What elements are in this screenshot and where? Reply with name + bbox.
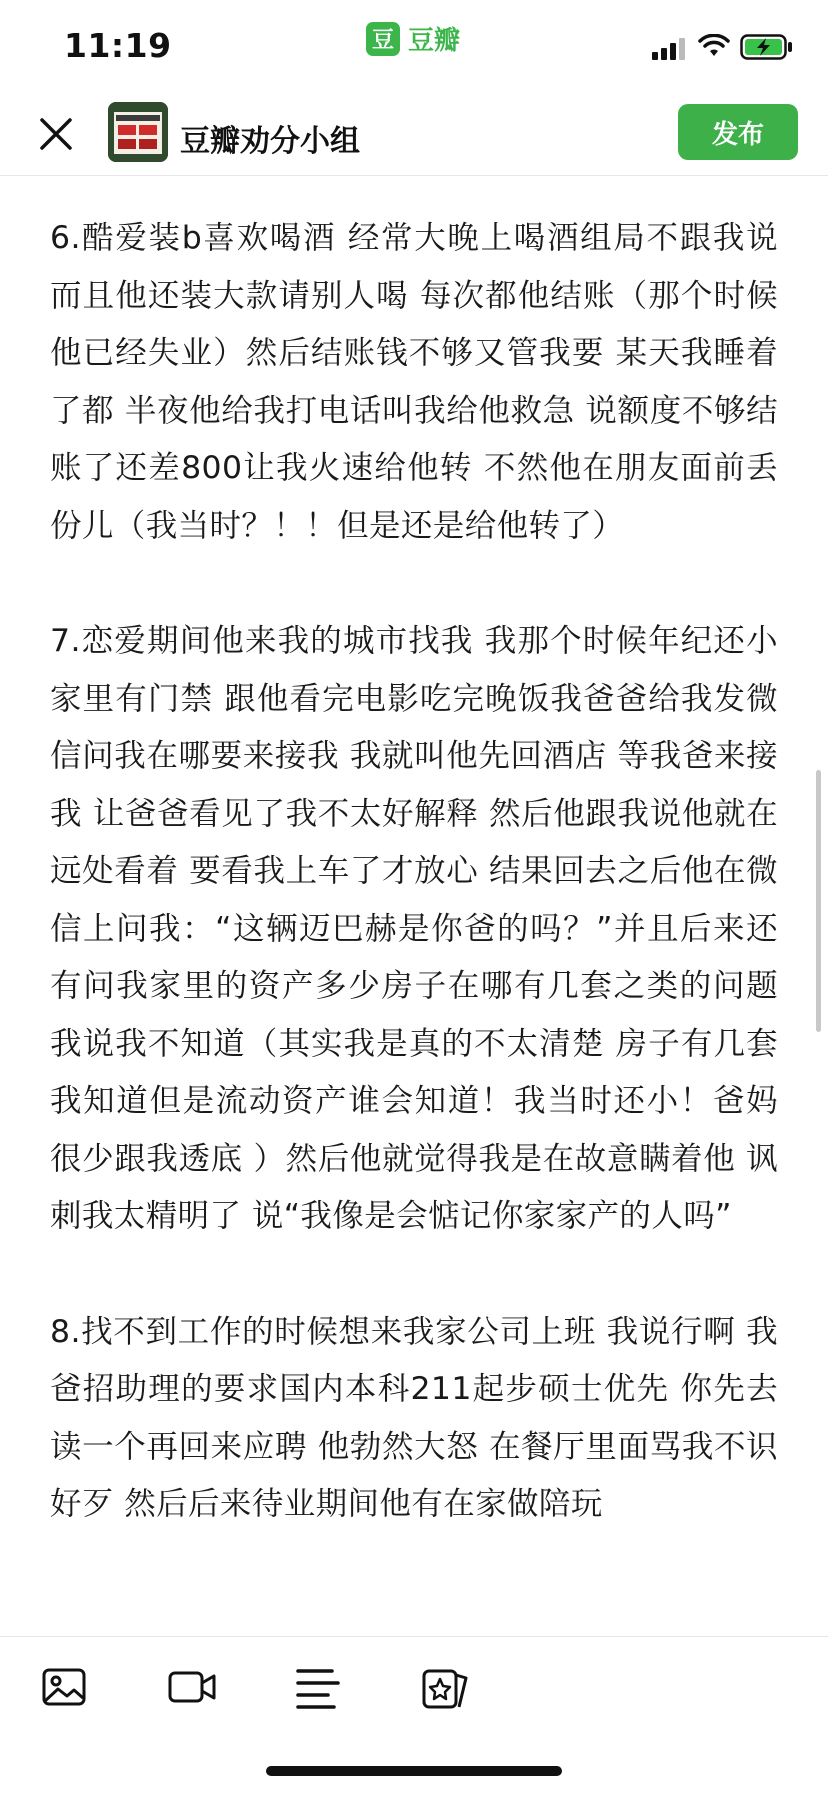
paragraph-8[interactable]: 8.找不到工作的时候想来我家公司上班 我说行啊 我爸招助理的要求国内本科211起步硕士优先 你先去读一个再回来应聘 他勃然大怒 在餐厅里面骂我不识好歹 然后后来待业期间他有在家做陪玩 <box>50 1313 778 1522</box>
group-title[interactable]: 豆瓣劝分小组 <box>180 124 360 159</box>
post-editor-content[interactable] <box>50 176 778 1636</box>
text-format-icon[interactable] <box>292 1661 344 1713</box>
paragraph-6[interactable]: 6.酷爱装b喜欢喝酒 经常大晚上喝酒组局不跟我说 而且他还装大款请别人喝 每次都他结账（那个时候他已经失业）然后结账钱不够又管我要 某天我睡着了都 半夜他给我打电话叫我给他救急 说额度不够结账了还差800让我火速给他转 不然他在朋友面前丢份儿（我当时？！！但是还是给他转了） <box>50 220 778 544</box>
star-card-icon[interactable] <box>420 1661 472 1713</box>
close-icon[interactable] <box>36 114 76 154</box>
app-name: 豆瓣 <box>408 26 461 56</box>
group-header <box>0 96 828 176</box>
douban-logo-icon: 豆 <box>366 22 400 56</box>
home-indicator[interactable] <box>266 1766 562 1776</box>
battery-charging-icon <box>740 34 794 60</box>
status-bar <box>0 0 828 96</box>
app-indicator <box>366 20 460 57</box>
group-avatar[interactable] <box>108 102 168 162</box>
status-time: 11:19 <box>64 26 172 65</box>
wifi-icon <box>698 34 730 58</box>
cellular-signal-icon <box>652 36 685 60</box>
publish-button[interactable]: 发布 <box>678 104 798 160</box>
paragraph-7[interactable]: 7.恋爱期间他来我的城市找我 我那个时候年纪还小家里有门禁 跟他看完电影吃完晚饭我爸爸给我发微信问我在哪要来接我 我就叫他先回酒店 等我爸来接我 让爸爸看见了我不太好解释 然后他跟我说他就在远处看着 要看我上车了才放心 结果回去之后他在微信上问我：“这辆迈巴赫是你爸的吗？”并且后来还有问我家里的资产多少房子在哪有几套之类的问题 我说我不知道（其实我是真的不太清楚 房子有几套我知道但是流动资产谁会知道！我当时还小！爸妈很少跟我透底 ）然后他就觉得我是在故意瞒着他 讽刺我太精明了 说“我像是会惦记你家家产的人吗” <box>50 623 778 1234</box>
scrollbar[interactable] <box>816 770 821 1032</box>
image-icon[interactable] <box>38 1661 90 1713</box>
video-icon[interactable] <box>166 1661 218 1713</box>
